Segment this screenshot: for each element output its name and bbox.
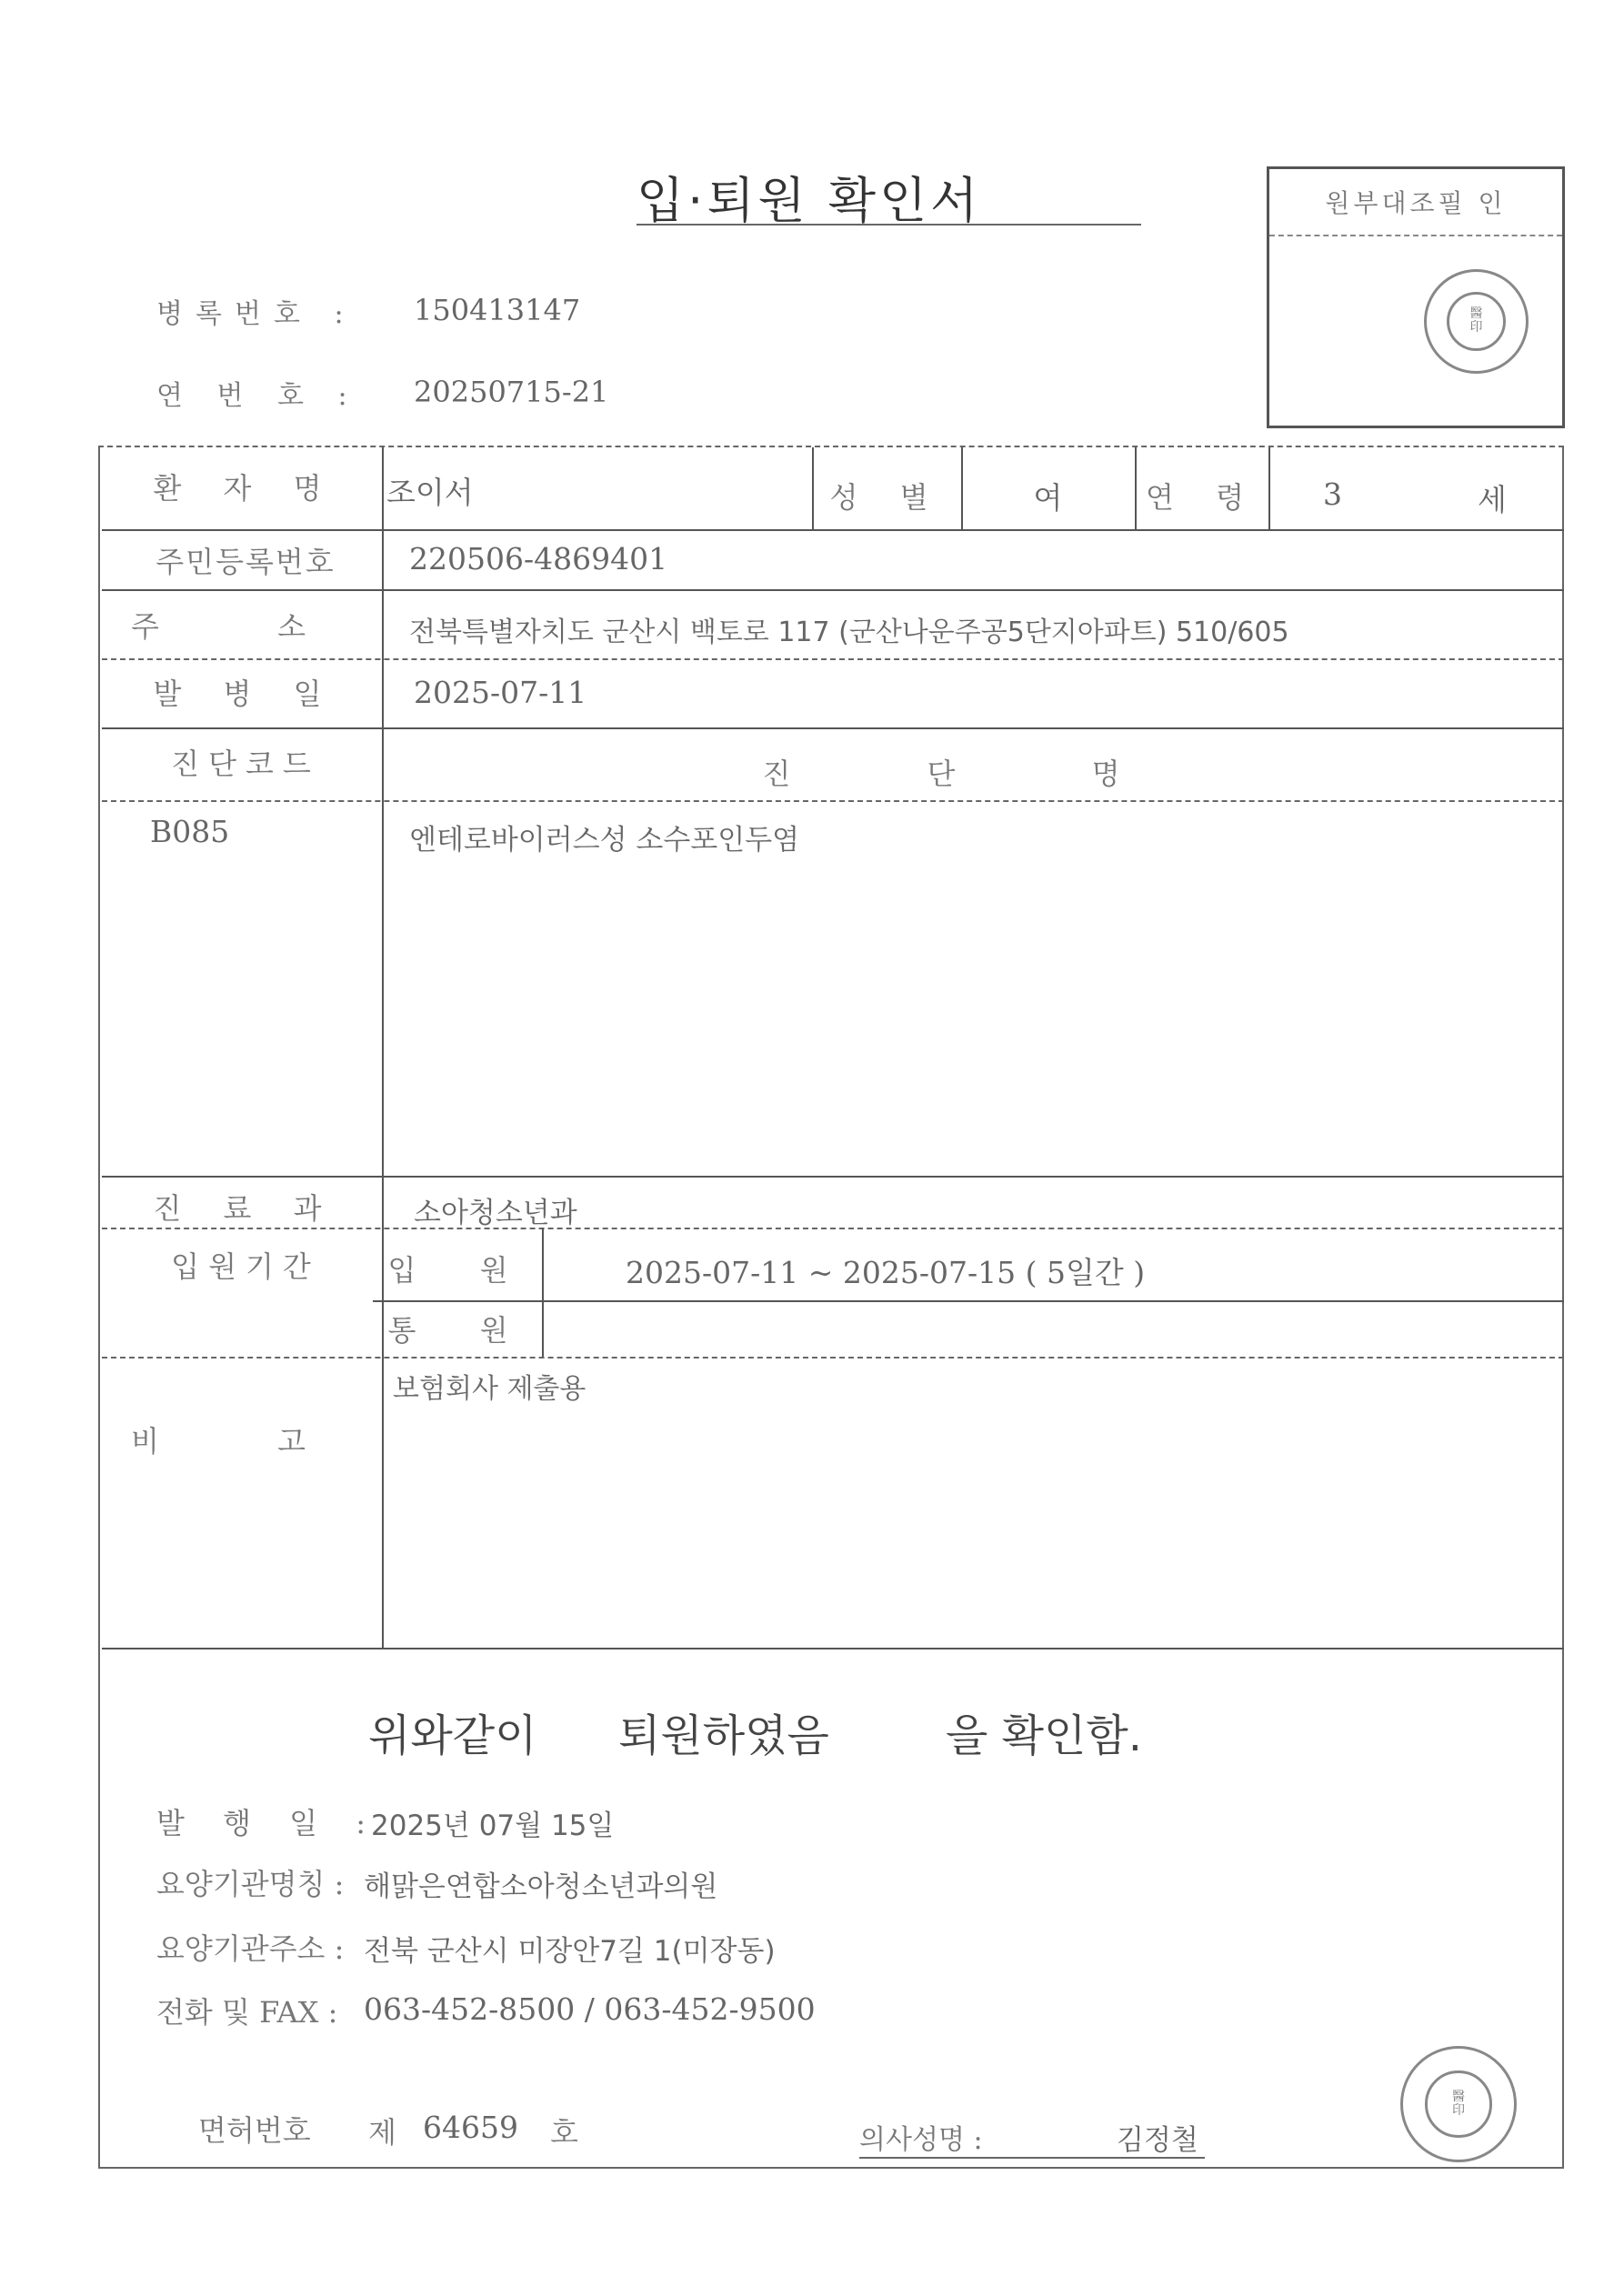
row-line: [102, 1228, 1564, 1229]
cert-number: 20250715-21: [414, 375, 609, 409]
row-line: [102, 529, 1564, 531]
record-number-label: 병록번호 :: [156, 298, 356, 330]
column-line: [812, 447, 814, 529]
age-value: 3: [1323, 476, 1342, 512]
admission-period: 2025-07-11 ~ 2025-07-15 ( 5일간 ): [626, 1255, 1146, 1290]
onset-label: 발 병 일: [153, 677, 338, 711]
column-line: [1268, 447, 1270, 529]
row-line: [102, 1648, 1564, 1649]
remarks-text: 보험회사 제출용: [393, 1373, 586, 1405]
discharge-label: 통 원: [387, 1313, 536, 1348]
column-line: [1135, 447, 1137, 529]
record-number: 150413147: [414, 293, 581, 327]
column-line: [542, 1228, 544, 1357]
org-address: 전북 군산시 미장안7길 1(미장동): [364, 1935, 776, 1968]
declaration-part2: 퇴원하였음: [618, 1710, 829, 1761]
diagnosis-code-header: 진단코드: [171, 747, 320, 781]
patient-name: 조이서: [386, 475, 474, 510]
license-suffix: 호: [550, 2115, 578, 2150]
confirmation-box: [1267, 166, 1565, 428]
title-underline: [637, 224, 1141, 226]
official-seal-top: [1424, 269, 1529, 374]
department-value: 소아청소년과: [414, 1197, 577, 1229]
license-number: 64659: [423, 2110, 518, 2145]
sex-value: 여: [1033, 480, 1063, 516]
row-line: [373, 1300, 1564, 1302]
rrn-label: 주민등록번호: [155, 545, 336, 579]
onset-value: 2025-07-11: [414, 675, 587, 710]
period-label: 입원기간: [171, 1249, 320, 1284]
declaration-part3: 을 확인함.: [946, 1710, 1142, 1761]
org-name: 해맑은연합소아청소년과의원: [364, 1870, 718, 1903]
diagnosis-name: 엔테로바이러스성 소수포인두염: [409, 824, 800, 857]
doctor-name: 김정철: [1117, 2124, 1198, 2157]
row-line: [102, 589, 1564, 591]
issue-date-label: 발 행 일 :: [156, 1806, 381, 1840]
row-line: [102, 1357, 1564, 1359]
declaration-part1: 위와같이: [368, 1710, 537, 1761]
remarks-label: 비 고: [131, 1424, 360, 1459]
diagnosis-name-header: 진 단 명: [762, 757, 1184, 791]
age-label: 연 령: [1146, 480, 1260, 515]
document-title: 입·퇴원 확인서: [637, 172, 982, 229]
seal-icon: 醫 印: [1425, 2070, 1491, 2137]
department-label: 진 료 과: [153, 1191, 338, 1226]
sex-label: 성 별: [829, 480, 945, 515]
row-line: [102, 727, 1564, 729]
issue-date: 2025년 07월 15일: [371, 1810, 615, 1842]
rrn-value: 220506-4869401: [409, 541, 668, 577]
cert-number-label: 연 번 호 :: [156, 380, 360, 412]
row-line: [102, 800, 1564, 802]
diagnosis-code: B085: [150, 814, 230, 849]
phone-value: 063-452-8500 / 063-452-9500: [364, 1991, 816, 2027]
seal-icon: 醫 印: [1447, 292, 1506, 351]
address-value: 전북특별자치도 군산시 백토로 117 (군산나운주공5단지아파트) 510/605: [409, 617, 1289, 648]
column-line: [961, 447, 963, 529]
org-address-label: 요양기관주소 :: [156, 1931, 345, 1966]
row-line: [102, 1176, 1564, 1178]
column-line: [382, 447, 384, 1648]
license-prefix: 제: [368, 2115, 396, 2150]
license-label: 면허번호: [198, 2113, 311, 2148]
address-label: 주 소: [131, 609, 360, 644]
patient-name-label: 환 자 명: [153, 471, 338, 506]
phone-label: 전화 및 FAX :: [156, 1995, 338, 2030]
age-unit: 세: [1478, 482, 1507, 517]
org-name-label: 요양기관명칭 :: [156, 1867, 345, 1901]
doctor-label: 의사성명 :: [859, 2117, 1205, 2159]
confirmation-box-label: 원부대조필 인: [1269, 169, 1562, 236]
admission-label: 입 원: [387, 1253, 536, 1288]
official-seal-bottom: [1400, 2046, 1517, 2162]
row-line: [102, 658, 1564, 660]
